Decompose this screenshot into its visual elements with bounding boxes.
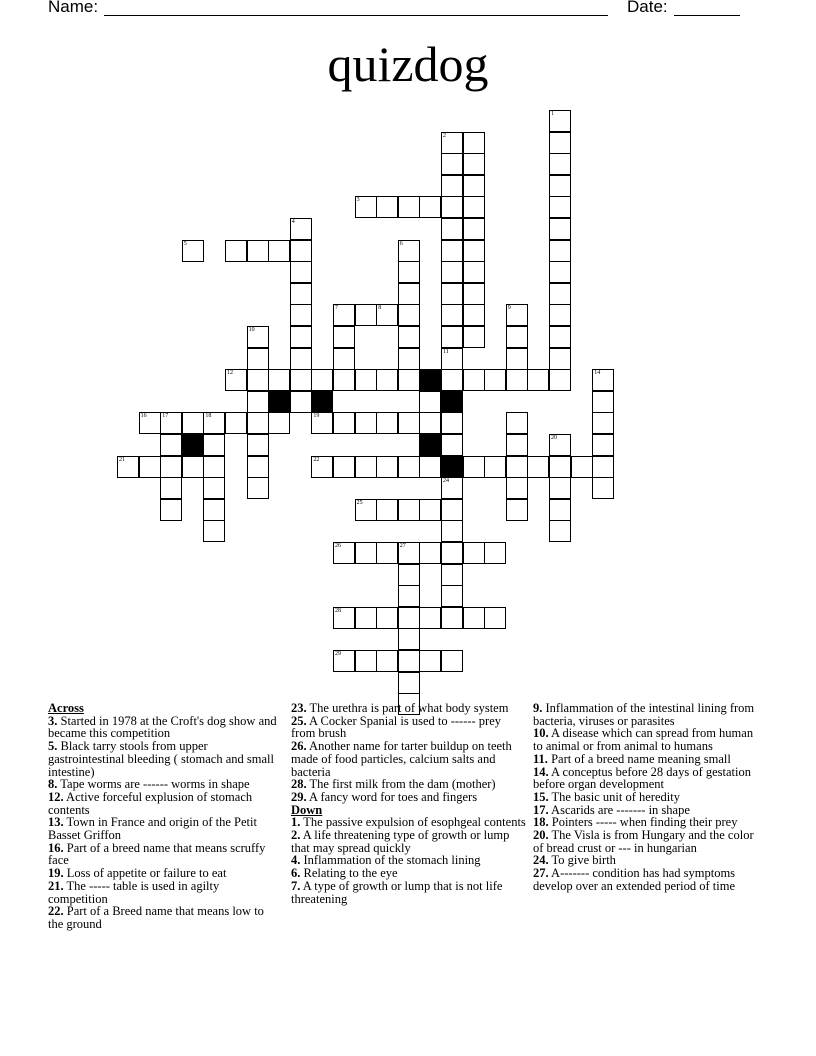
grid-cell[interactable] [376,650,398,672]
clue-text: Town in France and origin of the Petit Basset Griffon [48,815,257,843]
clue-item [533,829,765,854]
clue-number-label: 23. [291,701,307,715]
grid-cell[interactable] [355,369,377,391]
grid-cell[interactable] [290,240,312,262]
clues-column-2 [291,702,527,905]
clue-text: Another name for tarter buildup on teeth made of food particles, calcium salts and bacteria [291,739,512,779]
grid-cell[interactable] [441,304,463,326]
grid-cell[interactable] [398,672,420,694]
grid-cell[interactable] [441,434,463,456]
grid-cell[interactable] [441,607,463,629]
clue-number-label: 26. [291,739,307,754]
clue-number-label: 3. [48,713,58,728]
grid-cell[interactable] [290,348,312,370]
grid-cell[interactable] [398,585,420,607]
grid-cell[interactable] [506,326,528,348]
clue-number-label: 14. [533,764,549,779]
grid-cell[interactable] [571,456,593,478]
grid-cell[interactable] [398,564,420,586]
clue-number-label: 9. [533,701,543,715]
grid-cell[interactable] [484,369,506,391]
grid-cell[interactable] [441,499,463,521]
grid-cell[interactable] [398,456,420,478]
grid-cell[interactable] [311,456,333,478]
clue-text: The passive expulsion of esophgeal contents [300,815,526,830]
grid-cell[interactable] [355,499,377,521]
grid-cell[interactable] [592,391,614,413]
clue-number-label: 5. [48,739,58,754]
grid-cell[interactable] [376,369,398,391]
clue-number-label: 11. [533,751,548,766]
grid-cell[interactable] [484,456,506,478]
grid-cell[interactable] [355,304,377,326]
clue-number-label: 13. [48,815,64,830]
grid-block [419,369,441,391]
clue-item [48,842,280,867]
grid-cell[interactable] [290,304,312,326]
clues-column-1 [48,702,280,931]
clue-number-label: 28. [291,777,307,792]
grid-cell[interactable] [203,499,225,521]
grid-cell[interactable] [247,369,269,391]
clue-number-label: 21. [48,878,64,893]
clue-item [291,880,527,905]
clue-number: 11 [443,348,449,355]
grid-cell[interactable] [376,456,398,478]
grid-cell[interactable] [160,412,182,434]
grid-cell[interactable] [441,132,463,154]
clue-text: Started in 1978 at the Croft's dog show and became this competition [48,713,277,741]
clue-number: 16 [140,413,147,420]
grid-cell[interactable] [419,196,441,218]
grid-cell[interactable] [549,477,571,499]
grid-cell[interactable] [549,434,571,456]
clue-number: 14 [594,370,601,377]
grid-cell[interactable] [398,412,420,434]
grid-cell[interactable] [333,542,355,564]
grid-cell[interactable] [441,585,463,607]
clue-item [533,766,765,791]
grid-cell[interactable] [398,650,420,672]
clue-item [48,715,280,740]
grid-cell[interactable] [160,477,182,499]
grid-cell[interactable] [419,412,441,434]
clue-text: Active forceful explusion of stomach contents [48,789,253,817]
grid-cell[interactable] [290,326,312,348]
grid-cell[interactable] [463,175,485,197]
grid-cell[interactable] [463,326,485,348]
grid-cell[interactable] [463,196,485,218]
grid-cell[interactable] [463,369,485,391]
grid-block [441,391,463,413]
clue-text: The ----- table is used in agilty competition [48,878,220,906]
grid-cell[interactable] [355,456,377,478]
grid-cell[interactable] [592,412,614,434]
clues-column-3 [533,702,765,893]
grid-cell[interactable] [268,240,290,262]
grid-cell[interactable] [549,196,571,218]
grid-cell[interactable] [398,240,420,262]
clue-text: Ascarids are ------- in shape [548,802,690,817]
clue-number: 21 [119,456,125,463]
grid-cell[interactable] [549,326,571,348]
clue-number-label: 7. [291,878,301,893]
clue-number: 5 [183,240,187,247]
grid-cell[interactable] [506,304,528,326]
clue-number: 20 [551,435,557,441]
grid-block [268,391,290,413]
clue-number-label: 1. [291,815,301,830]
grid-cell[interactable] [268,412,290,434]
grid-cell[interactable] [398,607,420,629]
grid-cell[interactable] [441,261,463,283]
grid-cell[interactable] [419,607,441,629]
grid-cell[interactable] [203,434,225,456]
clue-text: Part of a Breed name that means low to the ground [48,904,264,931]
grid-cell[interactable] [355,542,377,564]
grid-cell[interactable] [376,304,398,326]
grid-cell[interactable] [549,153,571,175]
clue-number-label: 17. [533,802,549,817]
clue-text: Part of a breed name meaning small [547,751,731,766]
grid-cell[interactable] [139,456,161,478]
grid-cell[interactable] [160,456,182,478]
grid-cell[interactable] [376,607,398,629]
grid-cell[interactable] [247,348,269,370]
clue-item [291,740,527,778]
grid-cell[interactable] [355,607,377,629]
grid-cell[interactable] [398,261,420,283]
grid-cell[interactable] [463,218,485,240]
clue-item [291,791,527,804]
grid-cell[interactable] [549,261,571,283]
grid-cell[interactable] [527,369,549,391]
clue-number-label: 19. [48,866,64,881]
grid-cell[interactable] [247,326,269,348]
clue-item [48,816,280,841]
clue-number-label: 24. [533,853,549,868]
grid-cell[interactable] [441,326,463,348]
grid-cell[interactable] [506,499,528,521]
grid-cell[interactable] [117,456,139,478]
clue-text: Part of a breed name that means scruffy face [48,840,266,868]
grid-cell[interactable] [549,283,571,305]
grid-cell[interactable] [182,412,204,434]
grid-cell[interactable] [182,240,204,262]
grid-cell[interactable] [333,607,355,629]
grid-cell[interactable] [441,412,463,434]
grid-cell[interactable] [463,132,485,154]
grid-cell[interactable] [441,175,463,197]
clue-text: A disease which can spread from human to animal or from animal to humans [533,726,754,754]
grid-cell[interactable] [463,153,485,175]
grid-cell[interactable] [311,412,333,434]
grid-cell[interactable] [419,542,441,564]
clue-text: Inflammation of the intestinal lining from bacteria, viruses or parasites [533,701,755,728]
clue-text: The basic unit of heredity [548,789,680,804]
grid-cell[interactable] [441,240,463,262]
grid-cell[interactable] [549,175,571,197]
clue-number: 23 [443,456,449,463]
grid-cell[interactable] [398,196,420,218]
clue-item [291,829,527,854]
grid-cell[interactable] [463,607,485,629]
clue-text: The Visla is from Hungary and the color of bread crust or --- in hungarian [533,828,754,855]
grid-cell[interactable] [419,650,441,672]
grid-cell[interactable] [398,369,420,391]
clue-number-label: 16. [48,840,64,855]
clue-number: 28 [335,607,341,614]
grid-cell[interactable] [463,283,485,305]
grid-cell[interactable] [290,369,312,391]
clue-number: 7 [335,305,338,312]
clue-text: Relating to the eye [300,866,398,881]
clue-number: 29 [335,651,341,657]
grid-cell[interactable] [419,499,441,521]
clue-item [533,867,765,892]
grid-cell[interactable] [333,326,355,348]
grid-cell[interactable] [441,348,463,370]
grid-cell[interactable] [355,412,377,434]
grid-cell[interactable] [398,348,420,370]
grid-cell[interactable] [419,456,441,478]
grid-cell[interactable] [376,499,398,521]
grid-cell[interactable] [290,261,312,283]
grid-cell[interactable] [333,412,355,434]
clue-number-label: 6. [291,866,301,881]
clue-number-label: 15. [533,789,549,804]
grid-cell[interactable] [549,218,571,240]
grid-cell[interactable] [506,434,528,456]
grid-cell[interactable] [290,391,312,413]
grid-cell[interactable] [247,434,269,456]
down-heading: Down [291,802,323,817]
clue-text: The first milk from the dam (mother) [306,777,496,792]
clue-number: 17 [162,413,169,420]
grid-cell[interactable] [247,412,269,434]
clue-number: 24 [443,478,449,485]
grid-cell[interactable] [463,240,485,262]
clue-item [533,702,765,727]
grid-block [441,456,463,478]
clue-number: 3 [356,197,360,204]
grid-cell[interactable] [247,240,269,262]
across-heading: Across [48,701,84,715]
grid-cell[interactable] [506,369,528,391]
grid-cell[interactable] [355,650,377,672]
grid-cell[interactable] [225,369,247,391]
grid-cell[interactable] [203,477,225,499]
grid-cell[interactable] [506,348,528,370]
clue-number: 22 [313,456,320,463]
grid-cell[interactable] [333,369,355,391]
grid-cell[interactable] [484,607,506,629]
grid-cell[interactable] [160,499,182,521]
grid-cell[interactable] [592,456,614,478]
clue-number: 6 [399,240,403,247]
grid-cell[interactable] [182,456,204,478]
clue-number: 4 [291,219,295,225]
clue-number-label: 2. [291,828,301,843]
grid-cell[interactable] [290,283,312,305]
grid-cell[interactable] [506,477,528,499]
clue-number: 26 [335,543,341,549]
grid-cell[interactable] [333,304,355,326]
clue-number: 12 [227,370,233,377]
grid-cell[interactable] [441,283,463,305]
grid-cell[interactable] [203,520,225,542]
grid-cell[interactable] [506,456,528,478]
grid-cell[interactable] [463,542,485,564]
grid-cell[interactable] [225,240,247,262]
clue-number-label: 22. [48,904,64,919]
date-label: Date: [627,0,668,16]
grid-cell[interactable] [549,499,571,521]
grid-block [311,391,333,413]
grid-cell[interactable] [398,326,420,348]
clue-item [48,905,280,930]
grid-cell[interactable] [139,412,161,434]
clue-text: A life threatening type of growth or lump that may spread quickly [291,828,510,855]
grid-cell[interactable] [549,110,571,132]
name-label: Name: [48,0,99,16]
grid-cell[interactable] [441,564,463,586]
clue-text: The urethra is part of what body system [306,701,509,715]
clue-number-label: 8. [48,777,58,792]
clue-text: A fancy word for toes and fingers [306,789,478,804]
grid-cell[interactable] [549,520,571,542]
grid-cell[interactable] [333,650,355,672]
grid-cell[interactable] [441,542,463,564]
grid-cell[interactable] [549,456,571,478]
grid-block [182,434,204,456]
clue-number: 10 [248,327,255,333]
grid-cell[interactable] [592,477,614,499]
grid-cell[interactable] [290,218,312,240]
clue-number-label: 29. [291,789,307,804]
grid-cell[interactable] [333,348,355,370]
clue-number: 9 [507,305,511,312]
grid-cell[interactable] [549,240,571,262]
grid-cell[interactable] [247,391,269,413]
grid-cell[interactable] [398,304,420,326]
grid-cell[interactable] [463,304,485,326]
grid-cell[interactable] [592,434,614,456]
clue-number-label: 25. [291,713,307,728]
grid-cell[interactable] [203,412,225,434]
grid-cell[interactable] [247,456,269,478]
grid-cell[interactable] [441,196,463,218]
grid-cell[interactable] [398,499,420,521]
grid-cell[interactable] [419,391,441,413]
clue-number: 13 [421,370,428,377]
grid-cell[interactable] [441,218,463,240]
clue-number: 18 [205,413,212,420]
grid-block [419,434,441,456]
grid-cell[interactable] [592,369,614,391]
grid-cell[interactable] [549,369,571,391]
clue-number-label: 10. [533,726,549,741]
clue-item [48,880,280,905]
grid-cell[interactable] [441,369,463,391]
grid-cell[interactable] [549,304,571,326]
clue-number: 1 [551,111,554,117]
clue-number: 8 [378,305,382,312]
grid-cell[interactable] [398,283,420,305]
clue-text: To give birth [548,853,616,868]
clue-number-label: 12. [48,789,64,804]
clue-number: 2 [443,132,446,139]
clue-text: A------- condition has had symptoms develop over an extended period of time [533,866,736,893]
grid-cell[interactable] [549,132,571,154]
clue-item [291,715,527,740]
clue-text: Black tarry stools from upper gastrointestinal bleeding ( stomach and small intestine) [48,739,274,779]
grid-cell[interactable] [463,261,485,283]
clue-text: A Cocker Spanial is used to ------ prey from brush [291,713,502,741]
clue-number-label: 4. [291,853,301,868]
clue-number: 19 [313,413,320,420]
clue-item [533,727,765,752]
clue-text: A conceptus before 28 days of gestation before organ development [533,764,752,792]
clue-text: Inflammation of the stomach lining [300,853,481,868]
clue-text: Pointers ----- when finding their prey [548,815,738,830]
grid-cell[interactable] [247,477,269,499]
grid-cell[interactable] [376,542,398,564]
clue-number: 25 [356,499,363,506]
grid-cell[interactable] [398,628,420,650]
clue-number-label: 27. [533,866,549,881]
grid-cell[interactable] [355,196,377,218]
grid-cell[interactable] [376,412,398,434]
grid-cell[interactable] [268,369,290,391]
grid-cell[interactable] [160,434,182,456]
clue-text: A type of growth or lump that is not life threatening [291,878,503,906]
grid-cell[interactable] [311,369,333,391]
grid-cell[interactable] [506,412,528,434]
clue-item [48,791,280,816]
grid-cell[interactable] [225,412,247,434]
grid-cell[interactable] [549,348,571,370]
clue-item [48,740,280,778]
clue-text: Tape worms are ------ worms in shape [57,777,250,792]
grid-cell[interactable] [333,456,355,478]
grid-cell[interactable] [376,196,398,218]
grid-cell[interactable] [527,456,549,478]
grid-cell[interactable] [463,456,485,478]
grid-cell[interactable] [441,520,463,542]
grid-cell[interactable] [441,477,463,499]
puzzle-title: quizdog [327,36,489,92]
clue-text: Loss of appetite or failure to eat [63,866,227,881]
clue-number-label: 20. [533,828,549,843]
grid-cell[interactable] [398,542,420,564]
grid-cell[interactable] [441,153,463,175]
grid-cell[interactable] [484,542,506,564]
clue-number: 27 [399,543,406,549]
grid-cell[interactable] [203,456,225,478]
grid-cell[interactable] [441,650,463,672]
clue-number-label: 18. [533,815,549,830]
